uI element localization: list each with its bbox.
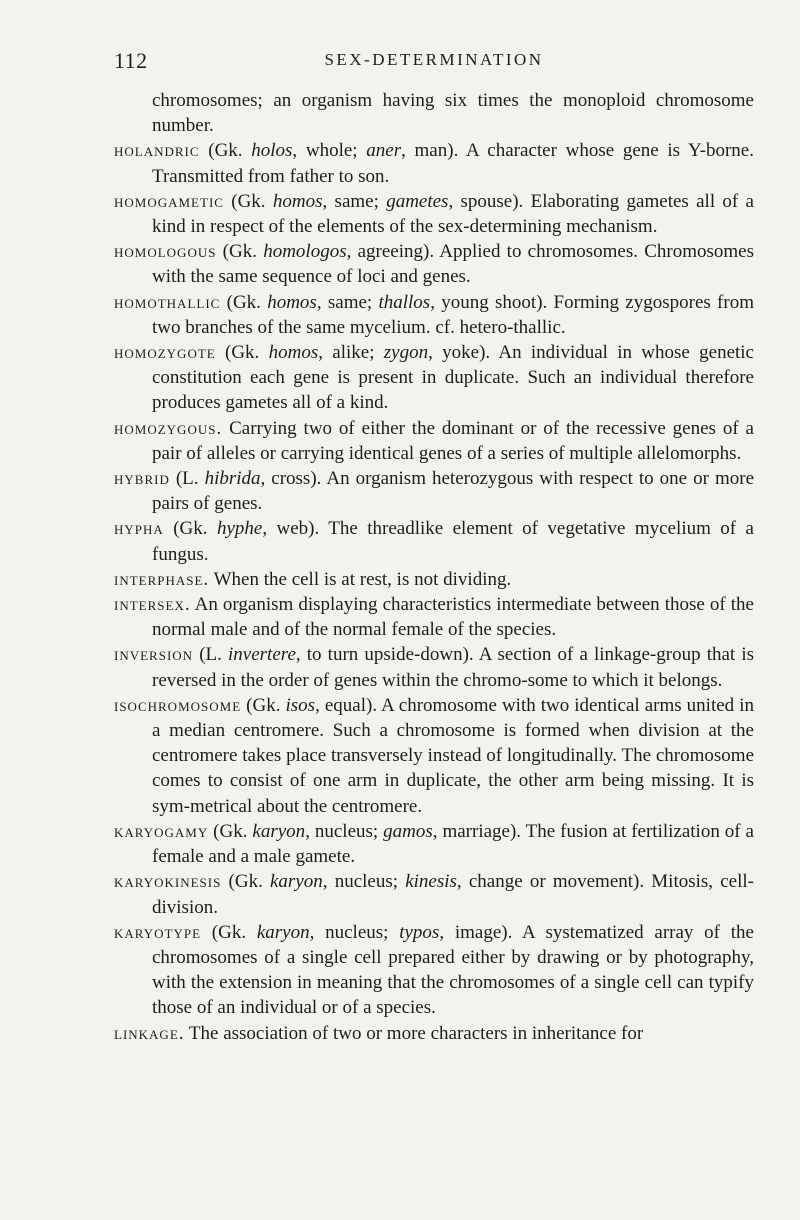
entry-text: , equal). A chromosome with two identical arms united in a median centromere. Such a chromosome is formed when division at the centromere takes place transversely instead of longitudinally. The chromosome comes to consist of one arm in duplicate, the other arm being missing. It is sym-metrical about the centromere.: [152, 694, 754, 817]
entry-text: , whole;: [292, 140, 367, 162]
glossary-entry: [114, 693, 754, 819]
entry-headword: homozygote: [114, 342, 216, 364]
entry-headword: linkage.: [114, 1022, 185, 1044]
glossary-entry: [114, 516, 754, 566]
entry-headword: interphase.: [114, 568, 210, 590]
glossary-entry: [114, 416, 754, 466]
entry-headword: homogametic: [114, 190, 224, 212]
continuation-text: chromosomes; an organism having six times the monoploid chromosome number.: [152, 90, 754, 137]
entry-text: , cross). An organism heterozygous with respect to one or more pairs of genes.: [152, 468, 755, 515]
entry-text: , nucleus;: [305, 820, 384, 842]
entry-headword: hybrid: [114, 468, 170, 490]
glossary-entry: [114, 189, 754, 239]
entry-etymon: kinesis: [405, 871, 457, 893]
entry-etymon: karyon: [252, 820, 306, 842]
entry-headword: karyokinesis: [114, 871, 222, 893]
page-number: 112: [114, 48, 148, 73]
entry-etymon: karyon: [270, 871, 323, 893]
glossary-entry: [114, 819, 754, 869]
entry-text: (Gk.: [208, 820, 253, 842]
entry-text: , agreeing). Applied to chromosomes. Chromosomes with the same sequence of loci and genes.: [152, 241, 754, 288]
running-title: SEX-DETERMINATION: [324, 50, 544, 69]
entry-etymon: typos: [399, 921, 440, 943]
glossary-entry: [114, 138, 754, 188]
entry-headword: homologous: [114, 241, 217, 263]
entry-text: (Gk.: [221, 871, 270, 893]
entry-etymon: karyon: [256, 921, 310, 943]
page-header: [114, 48, 754, 78]
entry-text: (Gk.: [220, 291, 268, 313]
entry-text: , nucleus;: [309, 921, 400, 943]
entry-text: (Gk.: [215, 342, 269, 364]
entry-headword: karyogamy: [114, 820, 209, 842]
glossary-entry: [114, 642, 754, 692]
entry-text: , marriage). The fusion at fertilization of a female and a male gamete.: [152, 820, 754, 868]
glossary-entry: [114, 290, 754, 340]
entry-text: Carrying two of either the dominant or of the recessive genes of a pair of alleles or carrying identical genes of a series of multiple allelomorphs.: [152, 417, 754, 464]
entry-headword: hypha: [114, 518, 164, 540]
entry-list: [114, 138, 754, 1045]
entry-text: (L.: [169, 468, 205, 490]
glossary-entry: [114, 1021, 754, 1046]
entry-headword: intersex.: [114, 594, 191, 616]
entry-etymon: homologos: [263, 241, 347, 263]
entry-text: , spouse). Elaborating gametes all of a kind in respect of the elements of the sex-determining mechanism.: [152, 190, 754, 238]
entry-etymon: homos: [272, 190, 323, 212]
glossary-entry: [114, 239, 754, 289]
entry-text: (L.: [193, 644, 229, 666]
entry-text: , same;: [316, 291, 379, 313]
entry-etymon: gamos: [383, 820, 433, 842]
entry-text: (Gk.: [241, 694, 286, 716]
entry-headword: homothallic: [114, 291, 221, 313]
entry-etymon: hyphe: [216, 518, 263, 540]
entry-text: (Gk.: [216, 241, 264, 263]
glossary-entry: [114, 920, 754, 1021]
entry-headword: inversion: [114, 644, 194, 666]
entry-text: , same;: [322, 190, 387, 212]
entry-etymon: thallos: [378, 291, 431, 313]
entry-headword: holandric: [114, 140, 200, 162]
entry-etymon: gametes: [386, 190, 449, 212]
entry-etymon: holos: [251, 140, 293, 162]
entry-text: (Gk.: [201, 921, 257, 943]
entry-etymon: homos: [267, 291, 317, 313]
glossary-entry: [114, 567, 754, 592]
glossary-entry: [114, 869, 754, 919]
glossary-entries: [114, 88, 754, 1046]
entry-text: , image). A systematized array of the chromosomes of a single cell prepared either by drawing or by photography, with the extension in meaning that the chromosomes of a single cell can typify those of an individual or of a species.: [152, 921, 754, 1019]
entry-text: , web). The threadlike element of vegetative mycelium of a fungus.: [152, 518, 754, 565]
entry-text: An organism displaying characteristics intermediate between those of the normal male and of the normal female of the species.: [152, 594, 754, 641]
entry-text: (Gk.: [163, 518, 217, 540]
entry-etymon: invertere: [228, 644, 296, 666]
entry-text: , change or movement). Mitosis, cell-division.: [152, 871, 754, 918]
entry-text: , man). A character whose gene is Y-borne. Transmitted from father to son.: [152, 140, 754, 187]
glossary-entry: [114, 340, 754, 416]
entry-headword: karyotype: [114, 921, 202, 943]
entry-etymon: homos: [268, 342, 319, 364]
entry-text: , young shoot). Forming zygospores from two branches of the same mycelium. cf. hetero-thallic.: [152, 291, 754, 338]
entry-text: , to turn upside-down). A section of a linkage-group that is reversed in the order of genes within the chromo-some to which it belongs.: [152, 644, 755, 691]
entry-text: , yoke). An individual in whose genetic constitution each gene is present in duplicate. Such an individual therefore produces gametes all of a kind.: [152, 342, 754, 414]
entry-etymon: hibrida: [204, 468, 261, 490]
entry-etymon: zygon: [383, 342, 429, 364]
entry-etymon: isos: [285, 694, 316, 716]
entry-text: (Gk.: [199, 140, 252, 162]
glossary-entry: [114, 592, 754, 642]
glossary-entry: [114, 466, 754, 516]
entry-text: The association of two or more characters in inheritance for: [184, 1022, 644, 1044]
entry-headword: homozygous.: [114, 417, 223, 439]
entry-text: , alike;: [318, 342, 384, 364]
entry-etymon: aner: [366, 140, 402, 162]
entry-text: , nucleus;: [322, 871, 406, 893]
entry-text: When the cell is at rest, is not dividing.: [209, 568, 512, 590]
entry-text: (Gk.: [223, 190, 273, 212]
entry-headword: isochromosome: [114, 694, 242, 716]
